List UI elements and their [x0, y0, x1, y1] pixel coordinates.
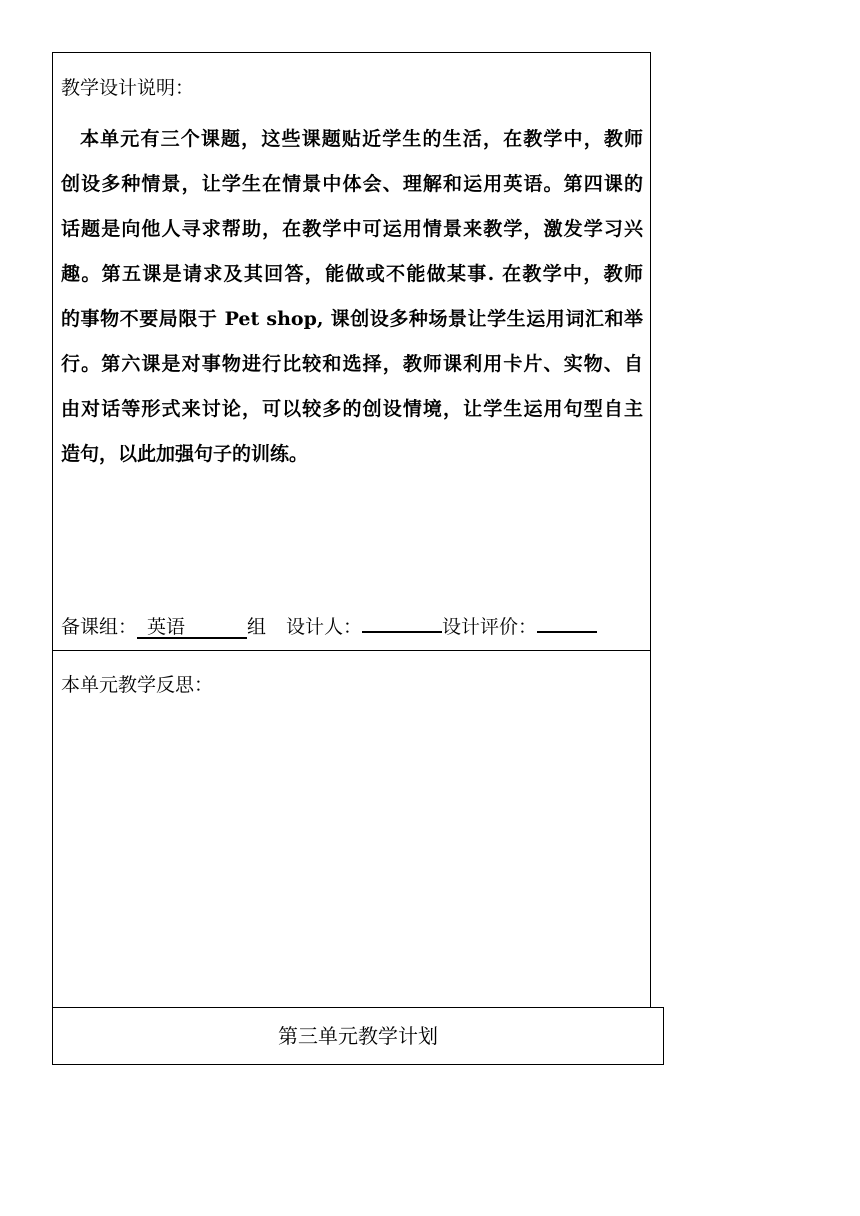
reflection-cell [52, 650, 651, 1008]
group-label: 备课组： [61, 616, 138, 638]
body-line-5: 的事物不要局限于 Pet shop, 课创设多种场景让学生运用词汇和举 [61, 308, 643, 330]
body-line-3: 话题是向他人寻求帮助，在教学中可运用情景来教学，激发学习兴 [61, 218, 643, 240]
body-line-6: 行。第六课是对事物进行比较和选择，教师课利用卡片、实物、自 [61, 353, 643, 375]
evaluation-field [537, 631, 597, 633]
group-field: 英语 [137, 617, 247, 639]
body-line-2: 创设多种情景，让学生在情景中体会、理解和运用英语。第四课的 [61, 173, 643, 195]
evaluation-label: 设计评价： [442, 616, 538, 638]
design-notes-body [61, 117, 643, 477]
unit-plan-title: 第三单元教学计划 [278, 1024, 438, 1048]
body-line-7: 由对话等形式来讨论，可以较多的创设情境，让学生运用句型自主 [61, 398, 643, 420]
designer-field [362, 631, 442, 633]
body-line-4: 趣。第五课是请求及其回答，能做或不能做某事. 在教学中，教师 [61, 263, 643, 285]
reflection-heading: 本单元教学反思： [61, 674, 214, 696]
body-line-1: 本单元有三个课题，这些课题贴近学生的生活，在教学中，教师 [80, 128, 643, 150]
design-notes-heading: 教学设计说明： [61, 77, 195, 99]
group-suffix: 组 [247, 616, 267, 638]
designer-label: 设计人： [286, 616, 363, 638]
unit-plan-title-cell [52, 1007, 664, 1065]
design-notes-cell [52, 52, 651, 651]
signature-row [61, 615, 597, 639]
body-line-8: 造句，以此加强句子的训练。 [61, 443, 309, 465]
